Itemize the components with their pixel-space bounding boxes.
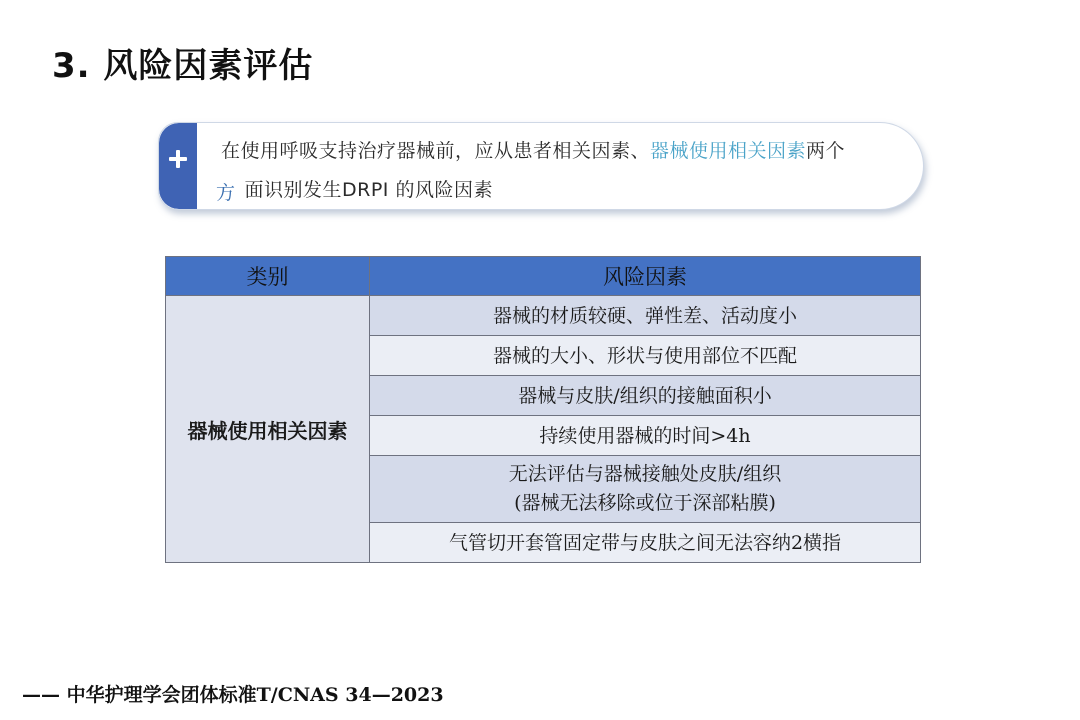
table-row (166, 296, 921, 336)
risk-factor-cell (370, 416, 921, 456)
risk-factor-cell (370, 296, 921, 336)
plus-icon (169, 150, 187, 168)
table-header-row (166, 257, 921, 296)
risk-factor-text: 持续使用器械的时间>4h (539, 424, 751, 447)
callout-tab (159, 123, 197, 209)
callout-text-highlight: 器械使用相关因素 (650, 140, 807, 162)
risk-factor-cell (370, 376, 921, 416)
risk-factor-text: 气管切开套管固定带与皮肤之间无法容纳2横指 (448, 531, 842, 554)
risk-factor-text: 器械的材质较硬、弹性差、活动度小 (492, 304, 797, 327)
info-callout (158, 122, 924, 210)
header-risk-factors: 风险因素 (370, 257, 921, 296)
callout-line-2 (216, 175, 493, 202)
risk-factor-cell (370, 456, 921, 523)
risk-factor-text: 器械的大小、形状与使用部位不匹配 (492, 344, 797, 367)
page-title: 3. 风险因素评估 (52, 46, 314, 86)
callout-text-line2: 面识别发生DRPI 的风险因素 (244, 179, 493, 201)
callout-text-suffix: 两个 (806, 140, 846, 162)
risk-factor-text: (器械无法移除或位于深部粘膜) (514, 492, 776, 514)
header-category: 类别 (166, 257, 370, 296)
callout-line-1 (221, 136, 845, 163)
callout-text-lead: 方 (216, 182, 236, 204)
category-cell: 器械使用相关因素 (166, 296, 370, 563)
risk-factor-text: 无法评估与器械接触处皮肤/组织 (508, 463, 782, 485)
callout-text-prefix: 在使用呼吸支持治疗器械前，应从患者相关因素、 (221, 140, 651, 162)
risk-factor-text: 器械与皮肤/组织的接触面积小 (518, 384, 772, 407)
source-citation: —— 中华护理学会团体标准T/CNAS 34—2023 (22, 684, 444, 706)
risk-factor-cell (370, 336, 921, 376)
risk-factor-cell (370, 523, 921, 563)
risk-factor-table (165, 256, 921, 563)
